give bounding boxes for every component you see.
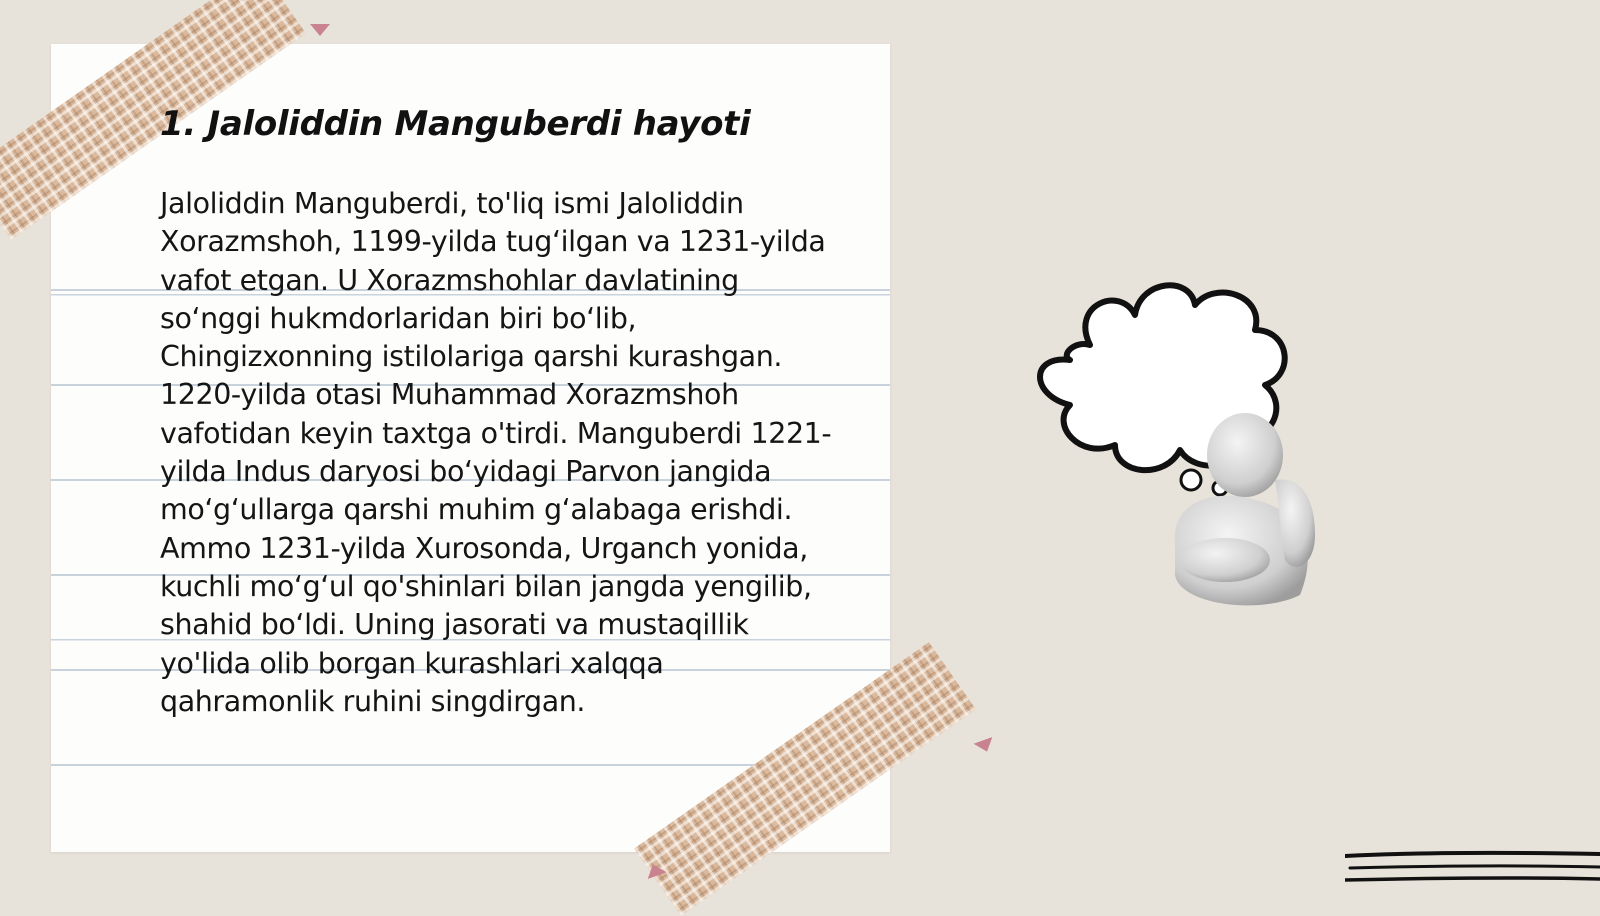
thinking-person-icon [1030, 275, 1350, 615]
decorative-lines [1345, 848, 1600, 888]
slide-body-text: Jaloliddin Manguberdi, to'liq ismi Jaloliddin Xorazmshoh, 1199-yilda tug‘ilgan va 1231-yilda vafot etgan. U Xorazmshohlar davlatining so‘nggi hukmdorlaridan biri bo‘lib, Chingizxonning istilolariga qarshi kurashgan. 1220-yilda otasi Muhammad Xorazmshoh vafotidan keyin taxtga o'tirdi. Manguberdi 1221-yilda Indus daryosi bo‘yidagi Parvon jangida mo‘g‘ullarga qarshi muhim g‘alabaga erishdi. Ammo 1231-yilda Xurosonda, Urganch yonida, kuchli mo‘g‘ul qo'shinlari bilan jangda yengilib, shahid bo‘ldi. Uning jasorati va mustaqillik yo'lida olib borgan kurashlari xalqqa qahramonlik ruhini singdirgan. [160, 187, 832, 718]
tape-pin-bottom-right [974, 737, 997, 755]
tape-pin-top [310, 24, 330, 36]
slide-title: 1. Jaloliddin Manguberdi hayoti [160, 104, 751, 144]
